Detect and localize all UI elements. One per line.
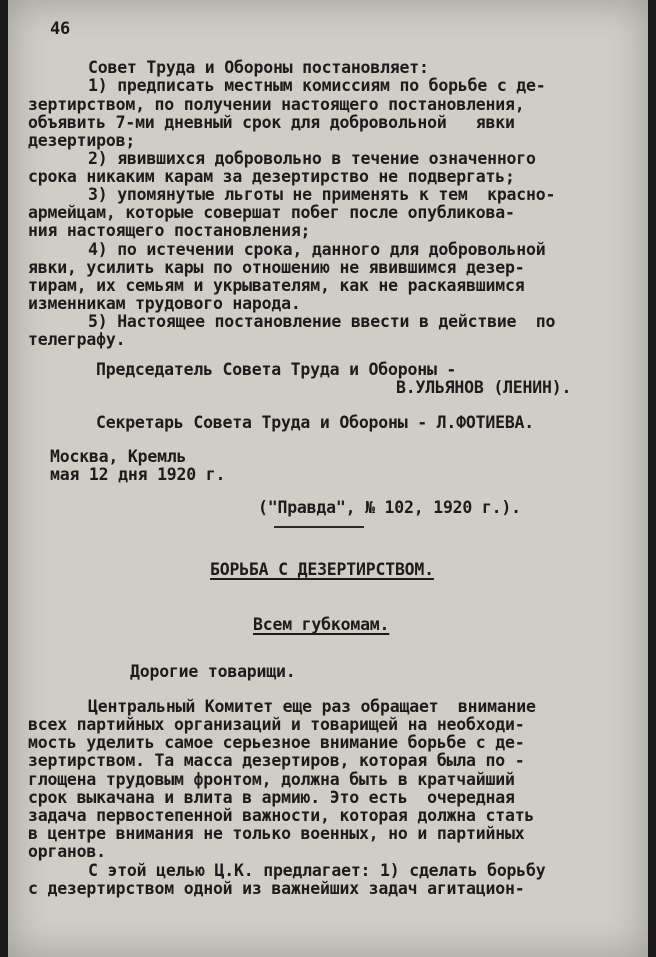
decree-line: объявить 7-ми дневный срок для добровольной явки bbox=[28, 113, 515, 132]
secretary-signature: Секретарь Совета Труда и Обороны - Л.ФОТИЕВА. bbox=[96, 413, 535, 432]
body-line: с дезертирством одной из важнейших задач агитацион- bbox=[28, 879, 525, 898]
decree-line: зертирством, по получении настоящего постановления, bbox=[28, 95, 525, 114]
decree-line: телеграфу. bbox=[28, 330, 126, 349]
body-line: срок выкачана и влита в армию. Это есть очередная bbox=[28, 788, 515, 807]
source-citation: ("Правда", № 102, 1920 г.). bbox=[258, 498, 521, 517]
decree-line: тирам, их семьям и укрывателям, как не раскаявшимся bbox=[28, 276, 525, 295]
body-line: С этой целью Ц.К. предлагает: 1) сделать борьбу bbox=[88, 861, 546, 880]
decree-line: срока никаким карам за дезертирство не подвергать; bbox=[28, 167, 515, 186]
decree-line: 4) по истечении срока, данного для добровольной bbox=[88, 240, 546, 259]
place: Москва, Кремль bbox=[50, 447, 187, 466]
document-page bbox=[8, 0, 648, 957]
decree-line: армейцам, которые совершат побег после опубликова- bbox=[28, 203, 515, 222]
addressee: Всем губкомам. bbox=[253, 615, 390, 634]
chairman-signature: В.УЛЬЯНОВ (ЛЕНИН). bbox=[396, 378, 572, 397]
decree-intro: Совет Труда и Обороны постановляет: bbox=[88, 58, 429, 77]
decree-line: дезертиров; bbox=[28, 131, 136, 150]
decree-line: 2) явившихся добровольно в течение означенного bbox=[88, 149, 536, 168]
page-number: 46 bbox=[50, 19, 71, 39]
decree-line: 1) предписать местным комиссиям по борьбе с де- bbox=[88, 76, 546, 95]
decree-line: явки, усилить кары по отношению не явившимся дезер- bbox=[28, 258, 525, 277]
decree-line: ния настоящего постановления; bbox=[28, 221, 311, 240]
body-line: органов. bbox=[28, 842, 106, 861]
body-line: зертирством. Та масса дезертиров, которая была по - bbox=[28, 751, 525, 770]
section-divider bbox=[274, 526, 364, 528]
body-line: в центре внимания не только военных, но и партийных bbox=[28, 824, 525, 843]
decree-line: 5) Настоящее постановление ввести в действие по bbox=[88, 312, 556, 331]
decree-line: 3) упомянутые льготы не применять к тем красно- bbox=[88, 185, 556, 204]
body-line: задача первостепенной важности, которая должна стать bbox=[28, 806, 535, 825]
section-heading: БОРЬБА С ДЕЗЕРТИРСТВОМ. bbox=[210, 560, 434, 579]
body-line: Центральный Комитет еще раз обращает внимание bbox=[88, 697, 536, 716]
greeting: Дорогие товарищи. bbox=[130, 662, 296, 681]
body-line: мость уделить самое серьезное внимание борьбе с де- bbox=[28, 733, 525, 752]
chairman-title: Председатель Совета Труда и Обороны - bbox=[96, 360, 457, 379]
body-line: глощена трудовым фронтом, должна быть в кратчайший bbox=[28, 770, 515, 789]
body-line: всех партийных организаций и товарищей на необходи- bbox=[28, 715, 525, 734]
date: мая 12 дня 1920 г. bbox=[50, 465, 226, 484]
decree-line: изменникам трудового народа. bbox=[28, 294, 301, 313]
